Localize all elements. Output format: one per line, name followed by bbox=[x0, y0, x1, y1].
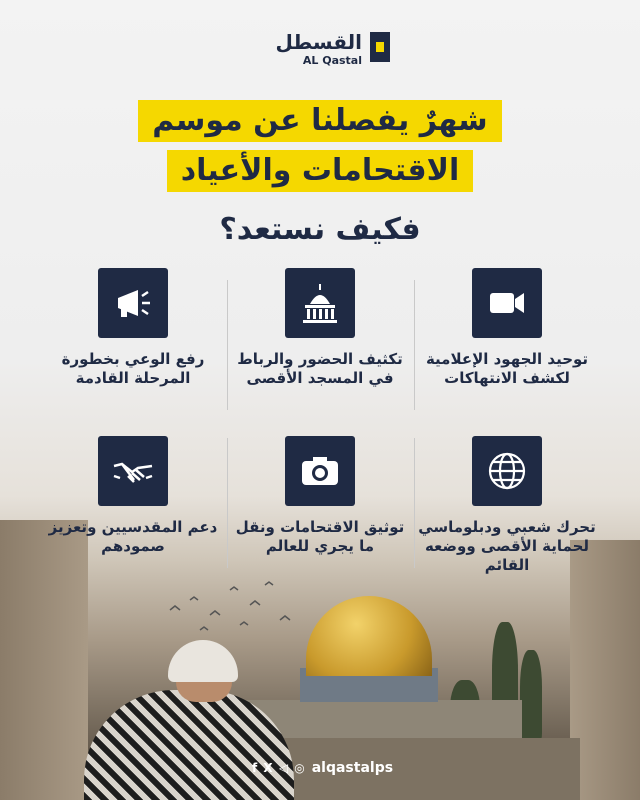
item-support-jerusalemites bbox=[40, 436, 226, 556]
globe-icon bbox=[472, 436, 542, 506]
headline-line-2: الاقتحامات والأعياد bbox=[167, 150, 474, 192]
social-handle[interactable]: alqastalps bbox=[311, 760, 394, 776]
headline-line-1: شهرٌ يفصلنا عن موسم bbox=[138, 100, 501, 142]
logo-mark-icon bbox=[370, 32, 390, 62]
cypress-tree bbox=[520, 650, 542, 742]
item-media-efforts bbox=[414, 268, 600, 388]
mosque-dome-icon bbox=[285, 268, 355, 338]
item-label: دعم المقدسيين وتعزيز صمودهم bbox=[48, 518, 218, 555]
handshake-icon bbox=[98, 436, 168, 506]
item-label: رفع الوعي بخطورة المرحلة القادمة bbox=[61, 350, 205, 387]
white-cap bbox=[168, 640, 238, 682]
camera-icon bbox=[285, 436, 355, 506]
brand-logo bbox=[270, 30, 390, 70]
item-label: تكثيف الحضور والرباط في المسجد الأقصى bbox=[237, 350, 403, 387]
headline-row-2 bbox=[0, 150, 640, 192]
megaphone-icon bbox=[98, 268, 168, 338]
item-awareness bbox=[40, 268, 226, 388]
social-footer bbox=[252, 758, 393, 778]
social-icons[interactable]: f X ◁ ◎ bbox=[252, 761, 306, 775]
item-diplomacy bbox=[414, 436, 600, 575]
golden-dome bbox=[306, 596, 432, 676]
brand-name-ar: القسطل bbox=[275, 30, 362, 54]
actions-grid bbox=[40, 268, 600, 598]
headline-row-1 bbox=[0, 100, 640, 142]
video-camera-icon bbox=[472, 268, 542, 338]
item-label: تحرك شعبي ودبلوماسي لحماية الأقصى ووضعه القائم bbox=[418, 518, 596, 574]
item-label: توثيق الاقتحامات ونقل ما يجري للعالم bbox=[235, 518, 405, 555]
headline-question: فكيف نستعد؟ bbox=[219, 212, 421, 247]
brand-name-en: AL Qastal bbox=[302, 54, 362, 67]
item-label: توحيد الجهود الإعلامية لكشف الانتهاكات bbox=[425, 350, 589, 387]
item-presence-ribat bbox=[227, 268, 413, 388]
item-documentation bbox=[227, 436, 413, 556]
